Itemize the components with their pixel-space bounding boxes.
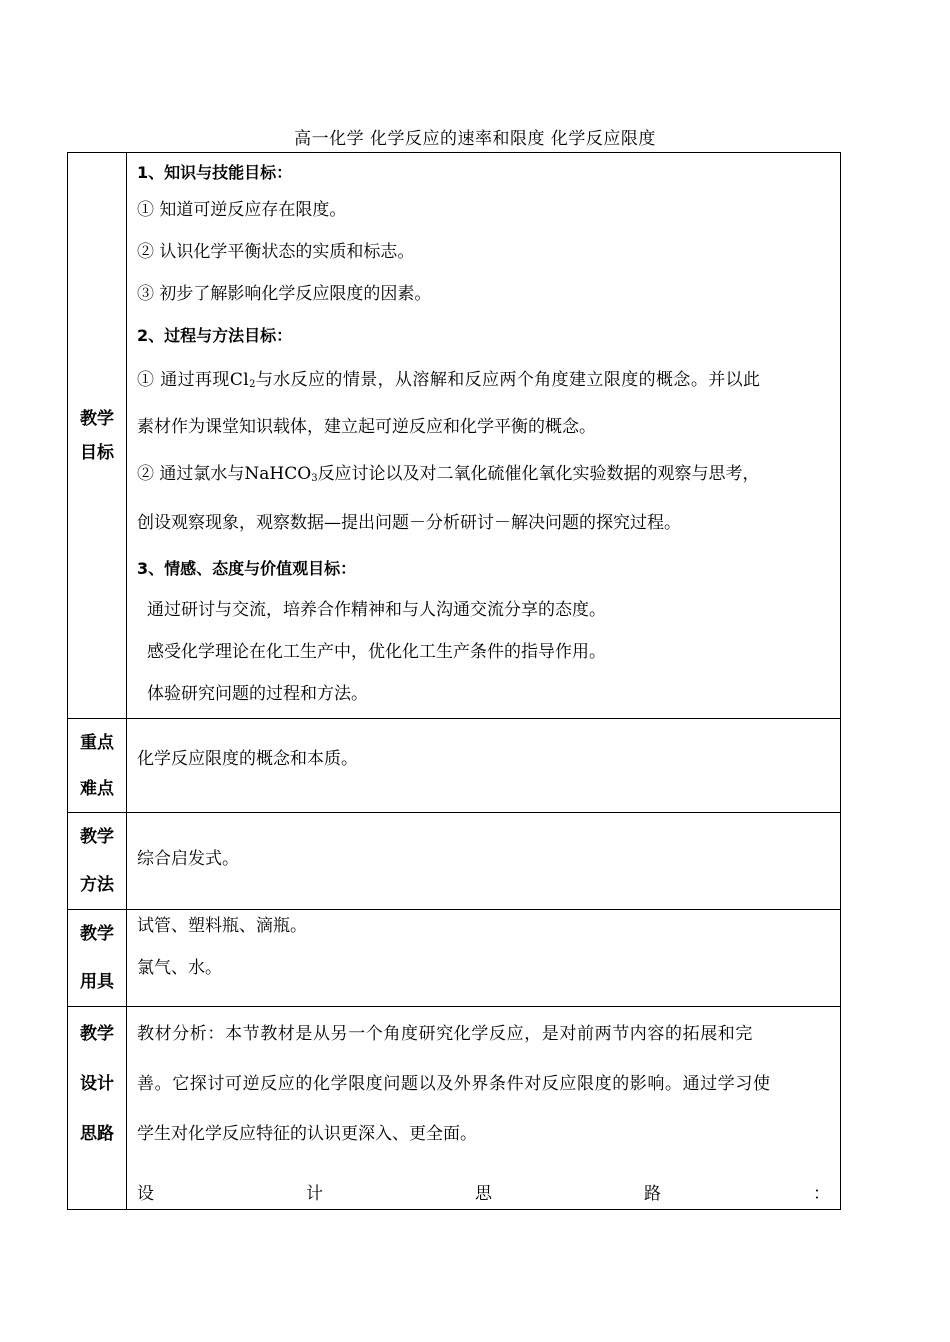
tools-label — [68, 910, 127, 1007]
design-line-3: 学生对化学反应特征的认识更深入、更全面。 — [137, 1124, 477, 1144]
chlorine-subscript: 2 — [249, 379, 256, 390]
design-spread-line — [137, 1179, 830, 1209]
key-points-text: 化学反应限度的概念和本质。 — [137, 749, 358, 769]
process-item-1-line-1 — [137, 357, 830, 403]
spread-char-2: 计 — [306, 1184, 323, 1204]
process-item-1-text-a: ① 通过再现 — [137, 370, 230, 390]
design-line-2: 善。它探讨可逆反应的化学限度问题以及外界条件对反应限度的影响。通过学习使 — [137, 1074, 771, 1094]
method-content — [127, 813, 841, 910]
method-text: 综合启发式。 — [137, 849, 239, 869]
tools-line-2: 氯气、水。 — [137, 958, 222, 978]
design-label-line-1: 教学 — [80, 1024, 114, 1044]
process-item-2-text-a: ② 通过氯水与 — [137, 464, 245, 484]
chlorine-formula: Cl — [229, 370, 250, 390]
method-label-line-1: 教学 — [80, 827, 114, 847]
spread-char-3: 思 — [475, 1184, 492, 1204]
process-item-2-text-b: 反应讨论以及对二氧化硫催化氧化实验数据的观察与思考， — [317, 464, 760, 484]
key-points-label-line-1: 重点 — [80, 732, 114, 753]
knowledge-item-1: ① 知道可逆反应存在限度。 — [137, 200, 347, 220]
key-points-label — [68, 719, 127, 813]
process-item-2-line-1 — [137, 451, 830, 497]
lesson-plan-table — [67, 152, 841, 1210]
attitude-item-3: 体验研究问题的过程和方法。 — [147, 684, 368, 704]
tools-label-line-2: 用具 — [80, 972, 114, 992]
knowledge-item-3: ③ 初步了解影响化学反应限度的因素。 — [137, 284, 432, 304]
design-line-1: 教材分析：本节教材是从另一个角度研究化学反应，是对前两节内容的拓展和完 — [137, 1024, 753, 1044]
spread-char-5: ： — [813, 1184, 830, 1204]
design-row — [68, 1007, 841, 1210]
objectives-content — [127, 153, 841, 719]
spread-char-4: 路 — [644, 1184, 661, 1204]
knowledge-skills-heading: 1、知识与技能目标： — [137, 163, 293, 182]
objectives-label — [68, 153, 127, 719]
bicarbonate-subscript: 3 — [311, 473, 318, 484]
key-points-row — [68, 719, 841, 813]
objectives-label-line-2: 目标 — [80, 442, 114, 463]
method-label — [68, 813, 127, 910]
tools-label-line-1: 教学 — [80, 924, 114, 944]
objectives-row — [68, 153, 841, 719]
spread-char-1: 设 — [137, 1184, 154, 1204]
process-item-1-text-b: 与水反应的情景，从溶解和反应两个角度建立限度的概念。并以此 — [255, 370, 761, 390]
tools-content — [127, 910, 841, 1007]
attitude-item-2: 感受化学理论在化工生产中，优化化工生产条件的指导作用。 — [147, 642, 606, 662]
process-item-2-line-2: 创设观察现象，观察数据—提出问题－分析研讨－解决问题的探究过程。 — [137, 513, 681, 533]
tools-line-1: 试管、塑料瓶、滴瓶。 — [137, 916, 307, 936]
bicarbonate-formula: NaHCO — [244, 464, 312, 484]
tools-row — [68, 910, 841, 1007]
key-points-content — [127, 719, 841, 813]
attitude-values-heading: 3、情感、态度与价值观目标： — [137, 559, 357, 578]
objectives-label-line-1: 教学 — [80, 408, 114, 429]
method-row — [68, 813, 841, 910]
design-label-line-2: 设计 — [80, 1074, 114, 1094]
process-item-1-line-2: 素材作为课堂知识载体，建立起可逆反应和化学平衡的概念。 — [137, 417, 596, 437]
attitude-item-1: 通过研讨与交流，培养合作精神和与人沟通交流分享的态度。 — [147, 600, 606, 620]
page-title: 高一化学 化学反应的速率和限度 化学反应限度 — [294, 129, 656, 149]
method-label-line-2: 方法 — [80, 875, 114, 895]
process-method-heading: 2、过程与方法目标： — [137, 326, 293, 345]
design-content — [127, 1007, 841, 1210]
design-label — [68, 1007, 127, 1210]
design-label-line-3: 思路 — [80, 1124, 114, 1144]
knowledge-item-2: ② 认识化学平衡状态的实质和标志。 — [137, 242, 415, 262]
key-points-label-line-2: 难点 — [80, 778, 114, 799]
